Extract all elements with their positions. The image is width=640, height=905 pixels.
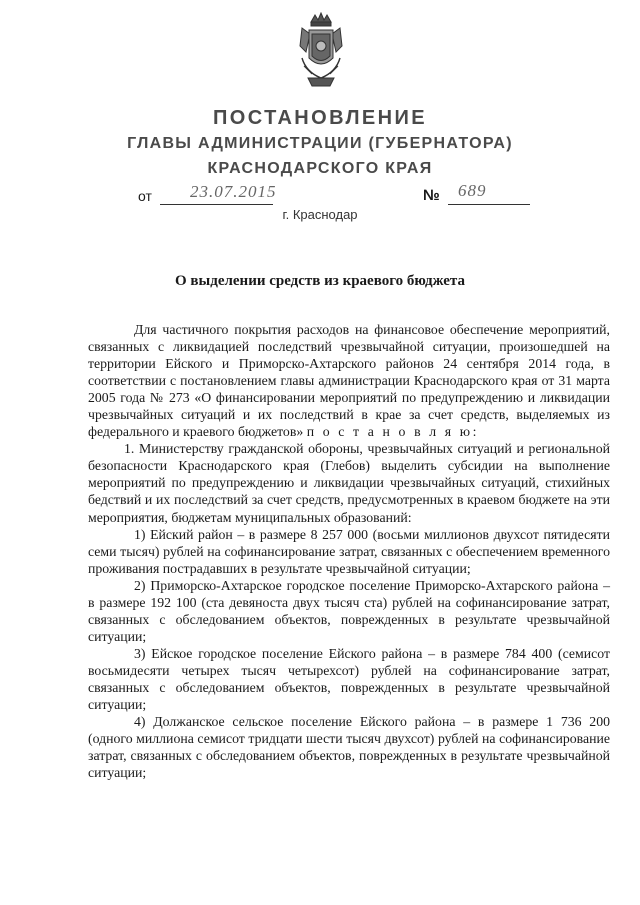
- sub-item-3: 3) Ейское городское поселение Ейского района – в размере 784 400 (семисот восьмидесяти четырех тысяч четырехсот) рублей на софинансирование затрат, связанных с обследованием объектов, поврежденных в результате чрезвычайной ситуации;: [88, 645, 610, 713]
- sub-item-2: 2) Приморско-Ахтарское городское поселение Приморско-Ахтарского района – в размере 192 100 (ста девяноста двух тысяч ста) рублей на софинансирование затрат, связанных с обследованием объектов, поврежденных в результате чрезвычайной ситуации;: [88, 577, 610, 644]
- intro-text: Для частичного покрытия расходов на финансовое обеспечение мероприятий, связанных с ликвидацией последствий чрезвычайной ситуации, произошедшей на территории Ейского и Приморско-Ахтарского районов 24 сентября 2014 года, в соответствии с постановлением главы администрации Краснодарского края от 31 марта 2005 года № 273 «О финансировании мероприятий по предупреждению и ликвидации чрезвычайных ситуаций и их последствий в крае за счет средств, выделяемых из федерального и краевого бюджетов»: [88, 322, 610, 440]
- region-line: КРАСНОДАРСКОГО КРАЯ: [207, 160, 433, 177]
- number-value: 689: [458, 181, 487, 200]
- number-underline: [448, 204, 530, 205]
- date-value: 23.07.2015: [190, 182, 277, 201]
- document-body: [88, 321, 610, 781]
- date-underline: [160, 204, 273, 205]
- decree-word: п о с т а н о в л я ю:: [306, 424, 480, 440]
- document-subject: О выделении средств из краевого бюджета: [175, 273, 465, 289]
- city-label: г. Краснодар: [282, 207, 358, 222]
- sub-item-1: 1) Ейский район – в размере 8 257 000 (восьми миллионов двухсот пятидесяти семи тысяч) рублей на софинансирование затрат, связанных с обеспечением временного проживания пострадавших в результате чрезвычайной ситуации;: [88, 526, 610, 576]
- item-1-paragraph: 1. Министерству гражданской обороны, чрезвычайных ситуаций и региональной безопасности Краснодарского края (Глебов) выделить субсидии на выполнение мероприятий по предупреждению и ликвидации чрезвычайных ситуаций, стихийных бедствий и их последствий за счет средств, предусмотренных в краевом бюджете на эти мероприятия, бюджетам муниципальных образований:: [88, 441, 610, 525]
- date-label: от: [138, 188, 152, 204]
- number-label: №: [423, 187, 440, 204]
- intro-paragraph: [88, 321, 610, 440]
- sub-item-4: 4) Должанское сельское поселение Ейского района – в размере 1 736 200 (одного миллиона семисот тридцати шести тысяч двухсот) рублей на софинансирование затрат, связанных с обследованием объектов, поврежденных в результате чрезвычайной ситуации;: [88, 714, 610, 781]
- document-type-title: ПОСТАНОВЛЕНИЕ: [213, 107, 427, 129]
- krasnodar-coat-of-arms-icon: [296, 12, 346, 90]
- issuer-line: ГЛАВЫ АДМИНИСТРАЦИИ (ГУБЕРНАТОРА): [127, 135, 513, 152]
